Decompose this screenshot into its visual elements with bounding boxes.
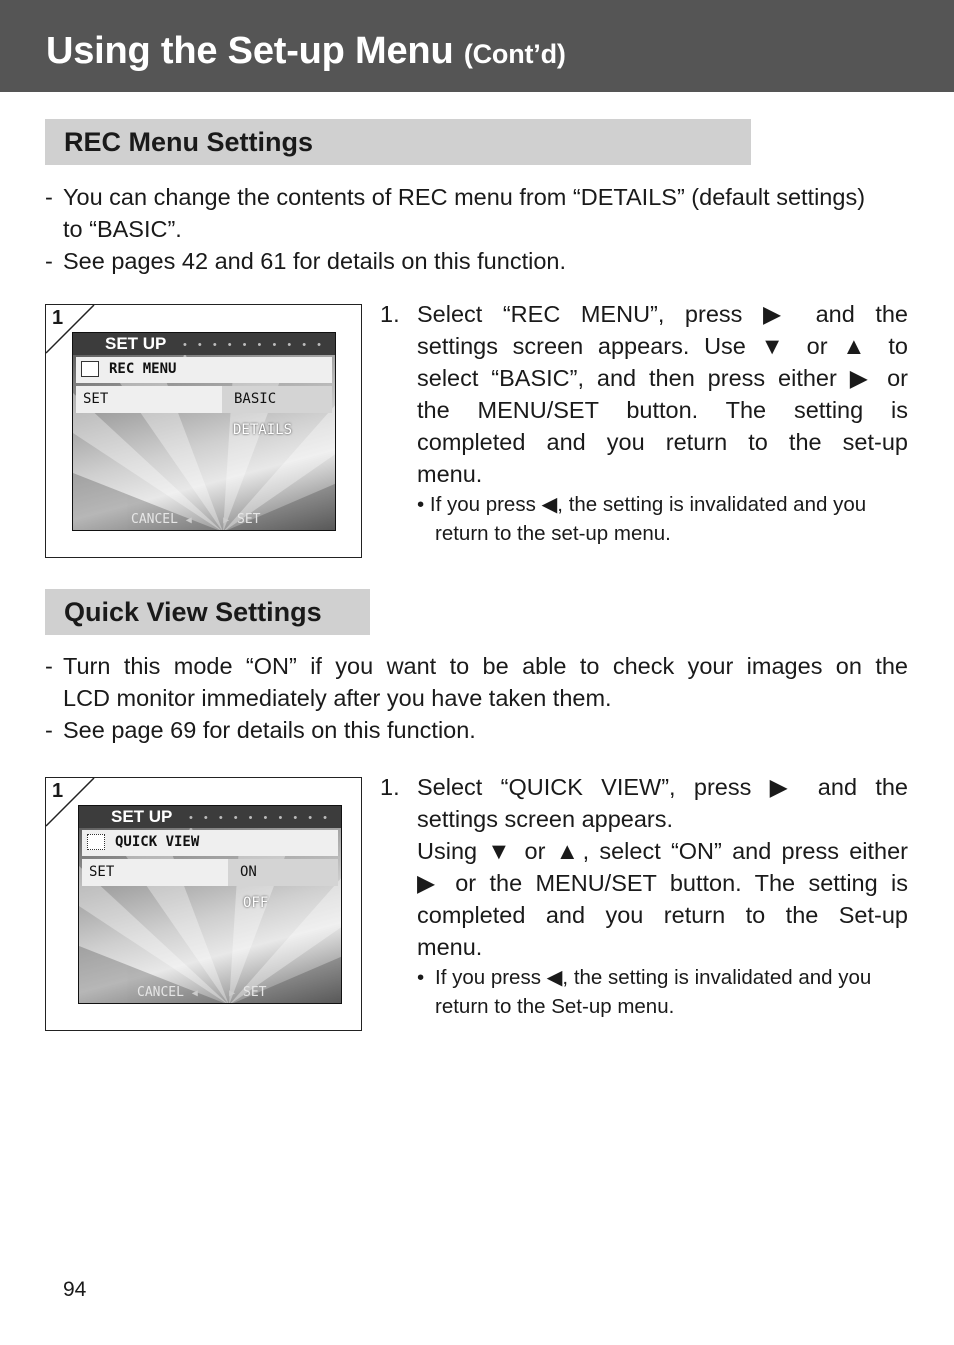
lcd-bottom-bar [137,985,266,1000]
lcd-title: SET UP [105,334,167,353]
lcd-bottom-bar [131,512,260,527]
rec-step-line-1: Select “REC MENU”, press ▶ and the [417,301,908,327]
qv-bullet-2-line-1: See page 69 for details on this function. [63,717,476,743]
camera-lcd-screen [78,805,342,1004]
qv-section-heading: Quick View Settings [45,589,370,635]
lcd-title-bar [73,333,335,355]
lcd-set-label: SET [89,864,115,880]
qv-bullet-1-dash: - [45,653,53,679]
rec-step-line-3: select “BASIC”, and then press either ▶ or [417,365,908,391]
qv-step-line-2: settings screen appears. [417,806,674,832]
lcd-menu-label: REC MENU [109,361,177,377]
quick-view-icon [87,834,105,850]
lcd-cancel-label: CANCEL [131,512,178,527]
lcd-set-action-label: SET [243,985,267,1000]
right-arrow-icon: ▶ [223,515,230,526]
page-title-subtitle: (Cont’d) [463,39,566,69]
qv-bullet-2-dash: - [45,717,53,743]
qv-step-line-5: completed and you return to the Set-up [417,902,908,928]
rec-step-note-line-1: • If you press ◀, the setting is invalidated and you [417,493,867,516]
qv-step-note-bullet: • [417,966,425,989]
qv-step-line-4: ▶ or the MENU/SET button. The setting is [417,870,908,896]
lcd-set-label: SET [83,391,109,407]
rec-step-number: 1. [380,301,400,327]
page-title-main: Using the Set-up Menu [46,30,454,72]
lcd-other-option: OFF [243,895,269,911]
qv-step-1 [380,771,908,1031]
lcd-selected-option-label: ON [240,864,257,880]
camera-lcd-screen [72,332,336,531]
rec-menu-icon [81,361,99,377]
qv-bullet-1-line-2: LCD monitor immediately after you have taken them. [63,685,612,711]
qv-bullet-1-line-1: Turn this mode “ON” if you want to be able to check your images on the [63,653,908,679]
rec-section-heading: REC Menu Settings [45,119,751,165]
left-arrow-icon: ◀ [185,515,192,526]
page-number: 94 [63,1278,87,1301]
qv-step-line-1: Select “QUICK VIEW”, press ▶ and the [417,774,908,800]
lcd-title-bar [79,806,341,828]
qv-step-note-line-1: If you press ◀, the setting is invalidated and you [435,966,872,989]
rec-step-line-5: completed and you return to the set-up [417,429,908,455]
lcd-selected-option [222,386,332,413]
rec-step-line-2: settings screen appears. Use ▼ or ▲ to [417,333,908,359]
rec-screen-figure [45,304,362,558]
page-title [46,30,566,73]
figure-number: 1 [52,780,64,802]
qv-bullet-list [0,650,954,750]
rec-step-note-line-2: return to the set-up menu. [435,522,671,545]
left-arrow-icon: ◀ [191,988,198,999]
rec-bullet-1-line-1: You can change the contents of REC menu from “DETAILS” (default settings) [63,184,866,210]
lcd-selected-option [228,859,338,886]
rec-step-1 [380,298,908,558]
rec-step-line-4: the MENU/SET button. The setting is [417,397,908,423]
qv-step-line-3: Using ▼ or ▲, select “ON” and press either [417,838,908,864]
page-header [0,0,954,92]
lcd-title: SET UP [111,807,173,826]
qv-step-note-line-2: return to the Set-up menu. [435,995,675,1018]
right-arrow-icon: ▶ [229,988,236,999]
rec-bullet-2-dash: - [45,248,53,274]
lcd-set-row [76,386,332,413]
qv-step-number: 1. [380,774,400,800]
lcd-cancel-label: CANCEL [137,985,184,1000]
lcd-selected-option-label: BASIC [234,391,277,407]
rec-bullet-2-line-1: See pages 42 and 61 for details on this function. [63,248,566,274]
lcd-title-dots: • • • • • • • • • • [189,812,332,824]
figure-number: 1 [52,307,64,329]
lcd-menu-row [82,830,338,856]
lcd-set-action-label: SET [237,512,261,527]
rec-bullet-1-line-2: to “BASIC”. [63,216,182,242]
qv-step-line-6: menu. [417,934,483,960]
lcd-menu-row [76,357,332,383]
rec-bullet-list [0,181,954,281]
qv-screen-figure [45,777,362,1031]
lcd-menu-label: QUICK VIEW [115,834,200,850]
rec-bullet-1-dash: - [45,184,53,210]
lcd-set-row [82,859,338,886]
lcd-other-option: DETAILS [233,422,293,438]
rec-step-line-6: menu. [417,461,483,487]
lcd-title-dots: • • • • • • • • • • [183,339,326,351]
